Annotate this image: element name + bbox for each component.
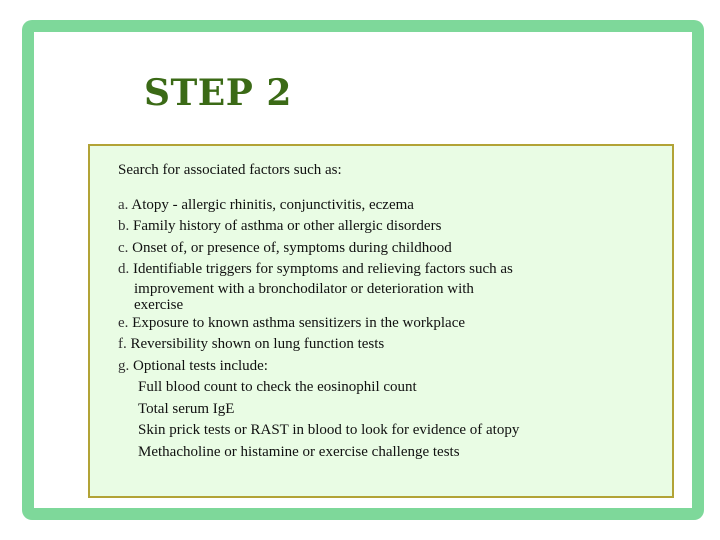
list-item-text: Reversibility shown on lung function tests [130,336,385,352]
list-item-letter: d. [118,261,130,277]
content-box [88,144,674,498]
list-item-continuation: improvement with a bronchodilator or deterioration with [134,280,474,297]
list-item-text: Exposure to known asthma sensitizers in the workplace [132,314,466,331]
list-item-text: Atopy - allergic rhinitis, conjunctivitis, eczema [131,196,414,213]
sub-list-item: Methacholine or histamine or exercise challenge tests [138,443,460,460]
list-item-g [118,356,652,378]
list-item-c [118,238,652,260]
list-item-letter: b. [118,218,130,234]
list-item-text: Family history of asthma or other allergic disorders [133,218,442,234]
slide-body [34,32,692,508]
list-item-continuation: exercise [134,296,184,313]
slide-frame [22,20,704,520]
intro-text: Search for associated factors such as: [118,162,342,178]
list-item-text: Onset of, or presence of, symptoms during childhood [132,239,452,256]
list-item-text: Optional tests include: [133,357,268,374]
list-item-b [118,216,652,238]
slide-title: STEP 2 [144,72,292,114]
sub-list-item: Full blood count to check the eosinophil count [138,379,417,395]
sub-list-item: Total serum IgE [138,400,235,417]
list-item-letter: f. [118,336,127,352]
list-item-letter: e. [118,314,129,331]
list-item-d [118,259,652,313]
list-item-letter: a. [118,196,129,213]
list-item-text: Identifiable triggers for symptoms and relieving factors such as [133,261,513,277]
sub-list-item: Skin prick tests or RAST in blood to look for evidence of atopy [138,422,520,438]
list-item-letter: c. [118,239,129,256]
list-item-f [118,334,652,356]
list-item-e [118,313,652,335]
list-item-a [118,195,652,217]
list-item-letter: g. [118,357,130,374]
